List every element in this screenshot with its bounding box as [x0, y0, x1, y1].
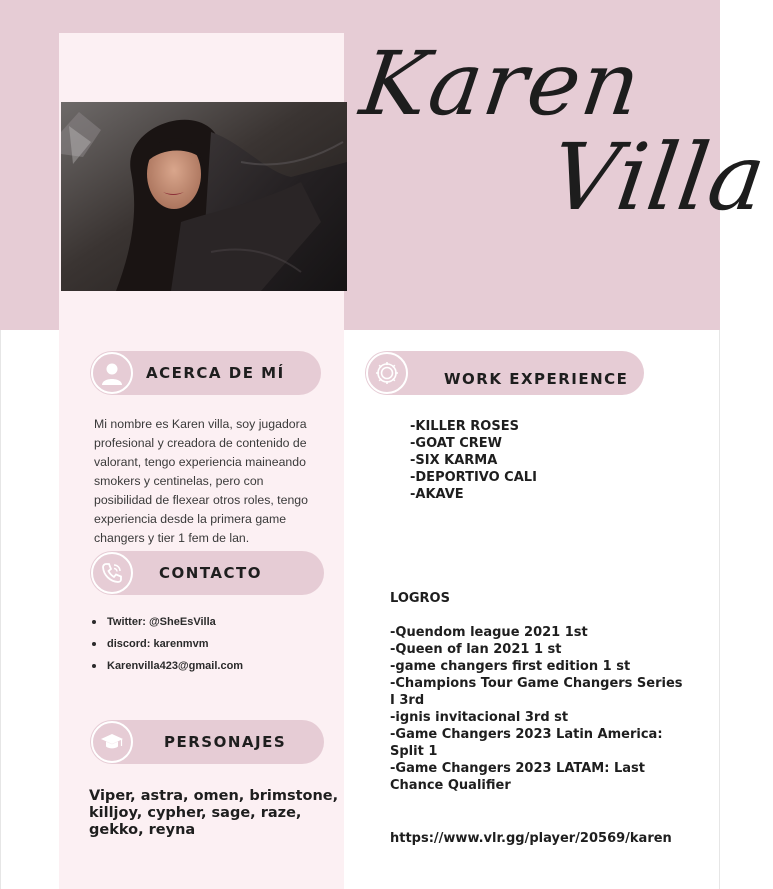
profile-photo: [61, 102, 347, 291]
profile-link[interactable]: https://www.vlr.gg/player/20569/karen: [390, 831, 672, 846]
work-heading: [365, 351, 644, 395]
about-heading: [90, 351, 321, 395]
user-icon: [91, 352, 133, 394]
contact-email[interactable]: Karenvilla423@gmail.com: [91, 658, 243, 680]
work-item: -GOAT CREW: [410, 436, 502, 451]
achievement-item: -ignis invitacional 3rd st: [390, 710, 569, 725]
graduation-cap-icon: [91, 721, 133, 763]
achievement-item: -Quendom league 2021 1st: [390, 625, 588, 640]
work-item: -DEPORTIVO CALI: [410, 470, 537, 485]
achievement-item: -game changers first edition 1 st: [390, 659, 631, 674]
achievements-title: LOGROS: [390, 591, 450, 606]
contact-twitter[interactable]: Twitter: @SheEsVilla: [91, 614, 243, 636]
about-title: ACERCA DE MÍ: [146, 364, 285, 382]
work-title: WORK EXPERIENCE: [444, 370, 629, 388]
achievement-item: -Game Changers 2023 LATAM: Last Chance Qualifier: [390, 761, 645, 793]
first-name: Karen: [354, 32, 649, 135]
contact-discord[interactable]: discord: karenmvm: [91, 636, 243, 658]
characters-title: PERSONAJES: [164, 733, 287, 751]
phone-icon: [91, 552, 133, 594]
contact-title: CONTACTO: [159, 564, 262, 582]
work-item: -SIX KARMA: [410, 453, 498, 468]
contact-list: [91, 614, 243, 680]
gear-icon: [366, 352, 408, 394]
achievement-item: -Champions Tour Game Changers Series I 3rd: [390, 676, 683, 708]
characters-heading: [90, 720, 324, 764]
contact-heading: [90, 551, 324, 595]
work-item: -AKAVE: [410, 487, 464, 502]
achievement-item: -Queen of lan 2021 1 st: [390, 642, 562, 657]
work-item: -KILLER ROSES: [410, 419, 519, 434]
about-text: Mi nombre es Karen villa, soy jugadora profesional y creadora de contenido de valorant, tengo experiencia maineando smokers y centinelas, pero con posibilidad de flexear otros roles, tengo experiencia desde la primera game changers y tier 1 fem de lan.: [94, 417, 308, 545]
achievements-section: [390, 590, 690, 794]
achievements-list: [390, 624, 690, 794]
characters-text: Viper, astra, omen, brimstone, killjoy, cypher, sage, raze, gekko, reyna: [89, 788, 339, 838]
last-name: Villa: [544, 124, 773, 231]
work-list: [410, 418, 537, 503]
achievement-item: -Game Changers 2023 Latin America: Split 1: [390, 727, 663, 759]
